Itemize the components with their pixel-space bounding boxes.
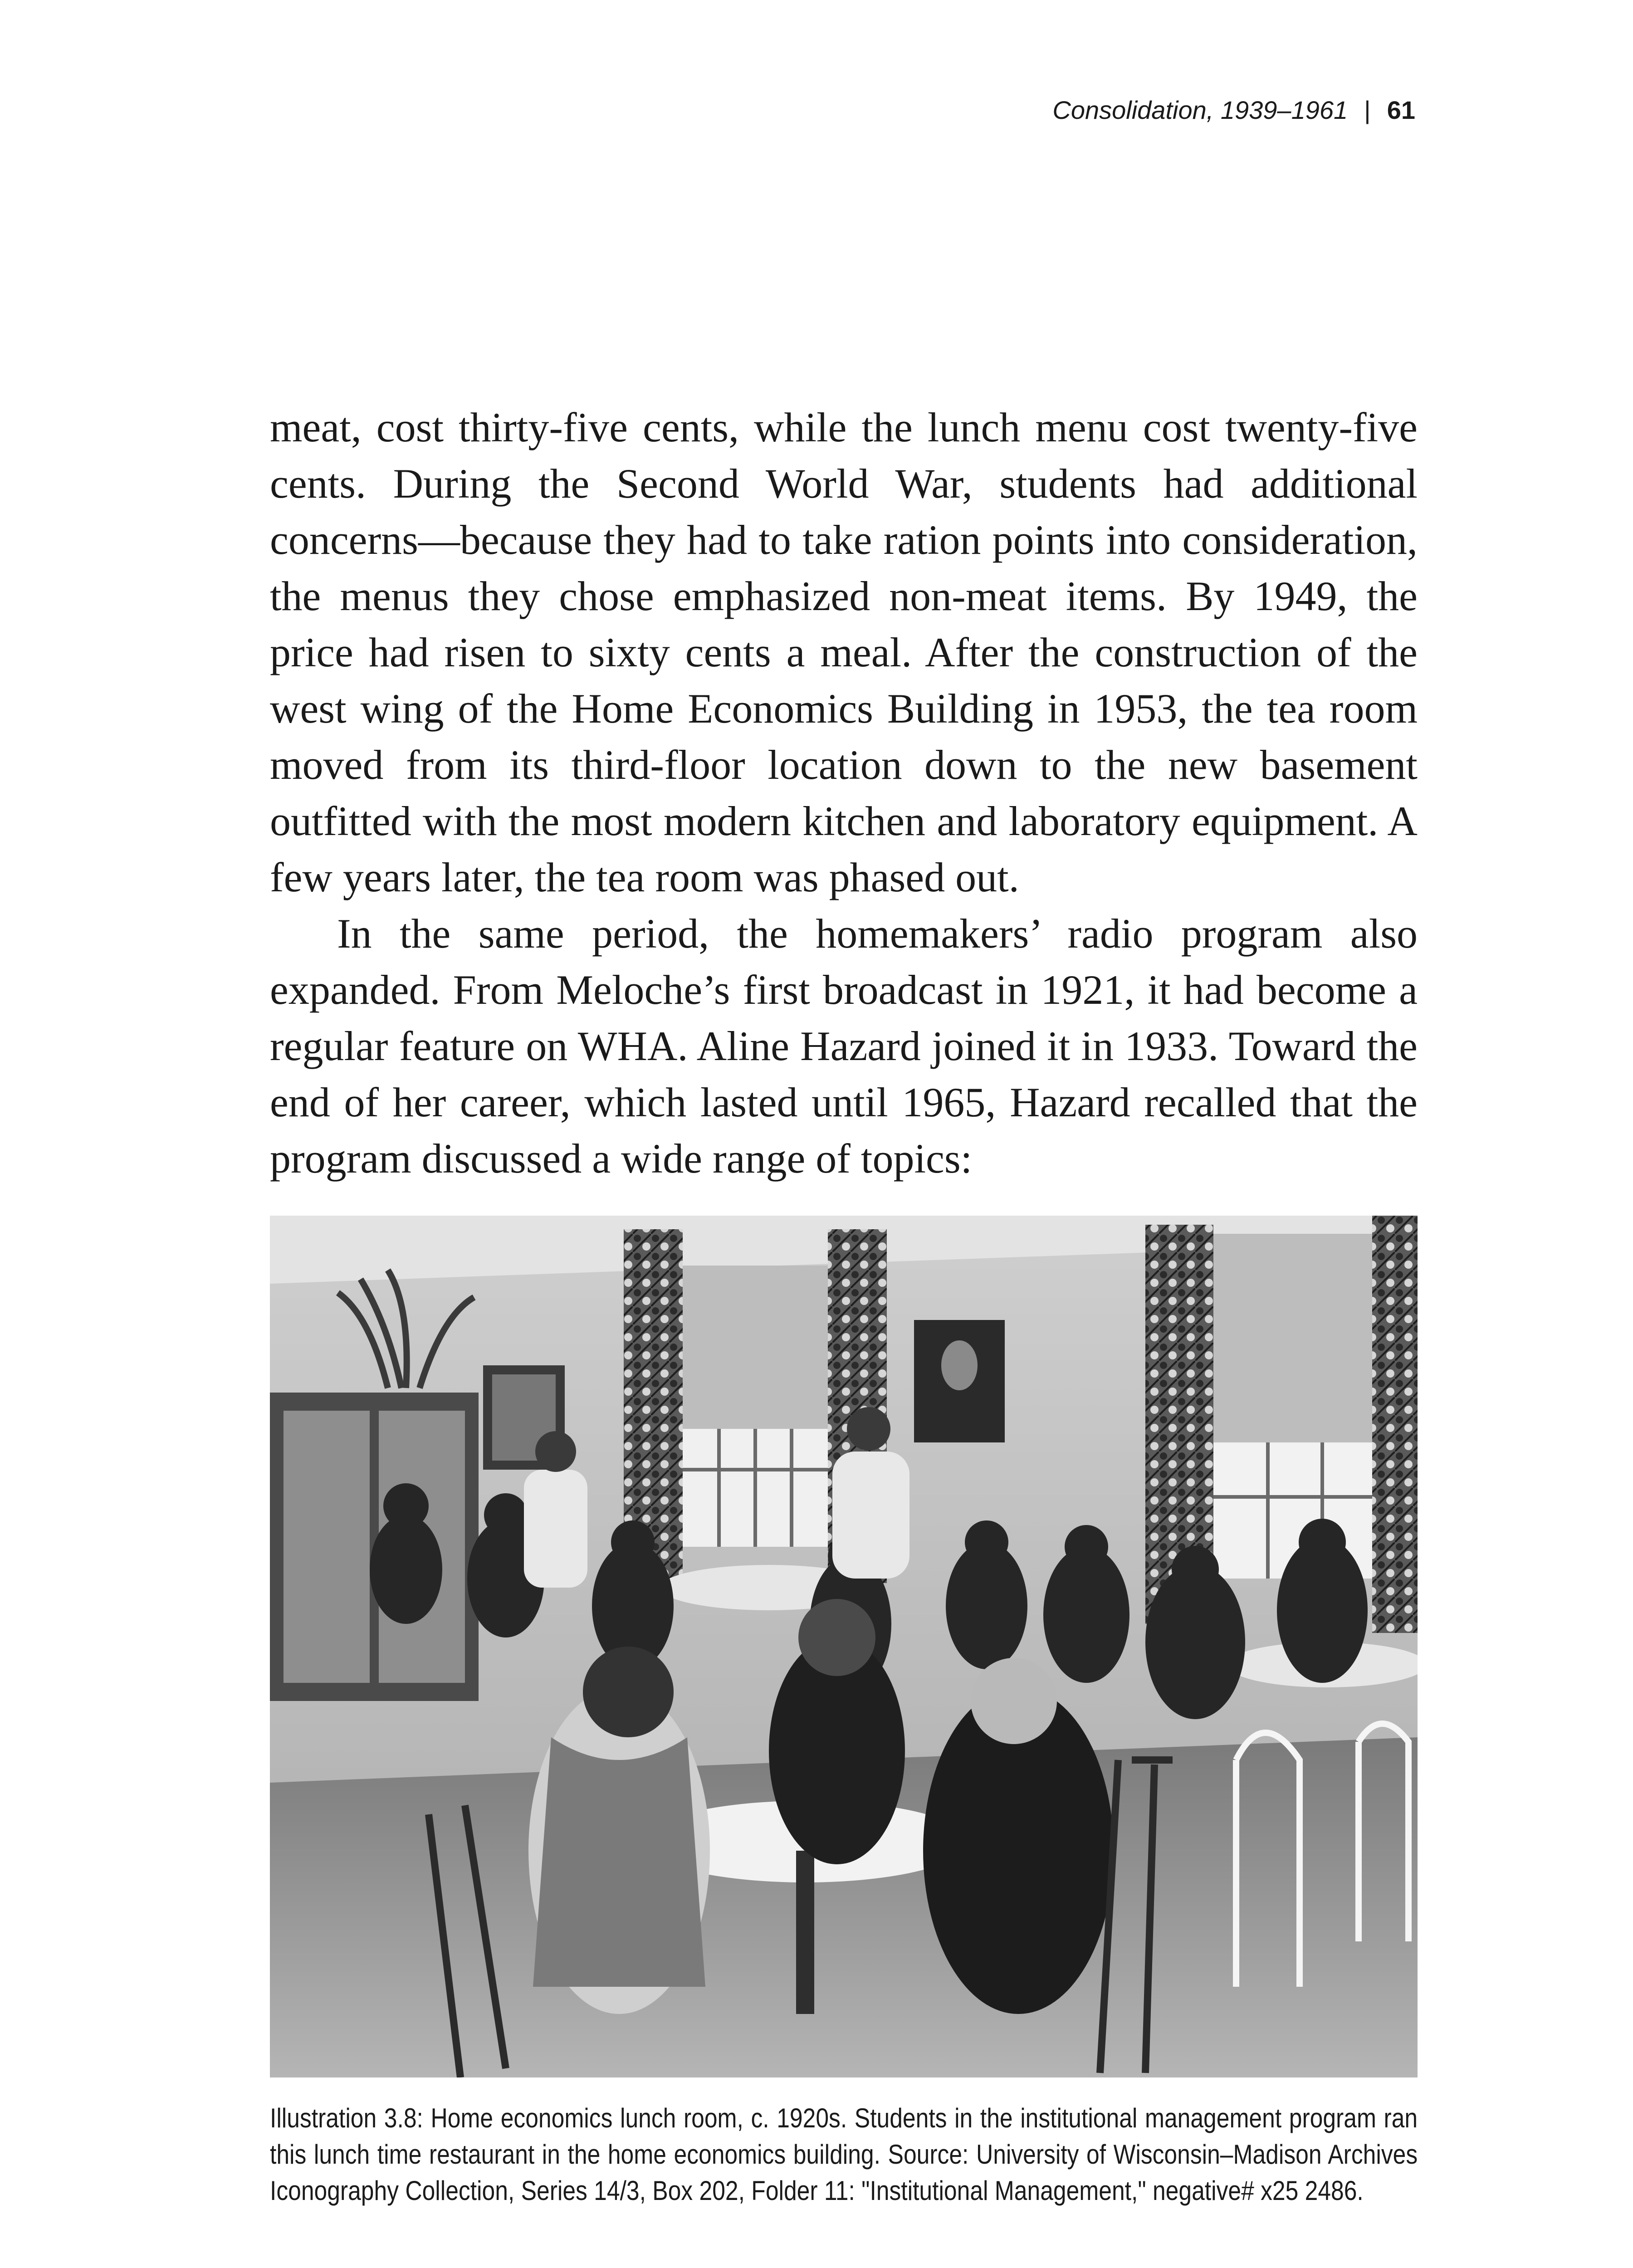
running-head-separator: |	[1364, 96, 1371, 124]
page-number: 61	[1387, 96, 1415, 124]
running-head	[1052, 95, 1415, 125]
lunch-room-photograph	[270, 1216, 1418, 2077]
body-paragraph-1: meat, cost thirty-five cents, while the lunch menu cost twenty-five cents. During the Second World War, students had additional concerns—because they had to take ration points into consideration, the menus they chose emphasized non-meat items. By 1949, the price had risen to sixty cents a meal. After the construction of the west wing of the Home Economics Building in 1953, the tea room moved from its third-floor location down to the new basement outfitted with the most modern kitchen and laboratory equipment. A few years later, the tea room was phased out.	[270, 404, 1418, 900]
body-text	[270, 399, 1418, 1187]
body-paragraph-2: In the same period, the homemakers’ radio program also expanded. From Meloche’s first broadcast in 1921, it had become a regular feature on WHA. Aline Hazard joined it in 1933. Toward the end of her career, which lasted until 1965, Hazard recalled that the program discussed a wide range of topics:	[270, 910, 1418, 1182]
running-head-title: Consolidation, 1939–1961	[1052, 96, 1348, 124]
figure-caption: Illustration 3.8: Home economics lunch room, c. 1920s. Students in the institutional management program ran this lunch time restaurant in the home economics building. Source: University of Wisconsin–Madison Archives Iconography Collection, Series 14/3, Box 202, Folder 11: "Institutional Management," negative# x25 2486.	[270, 2103, 1418, 2206]
